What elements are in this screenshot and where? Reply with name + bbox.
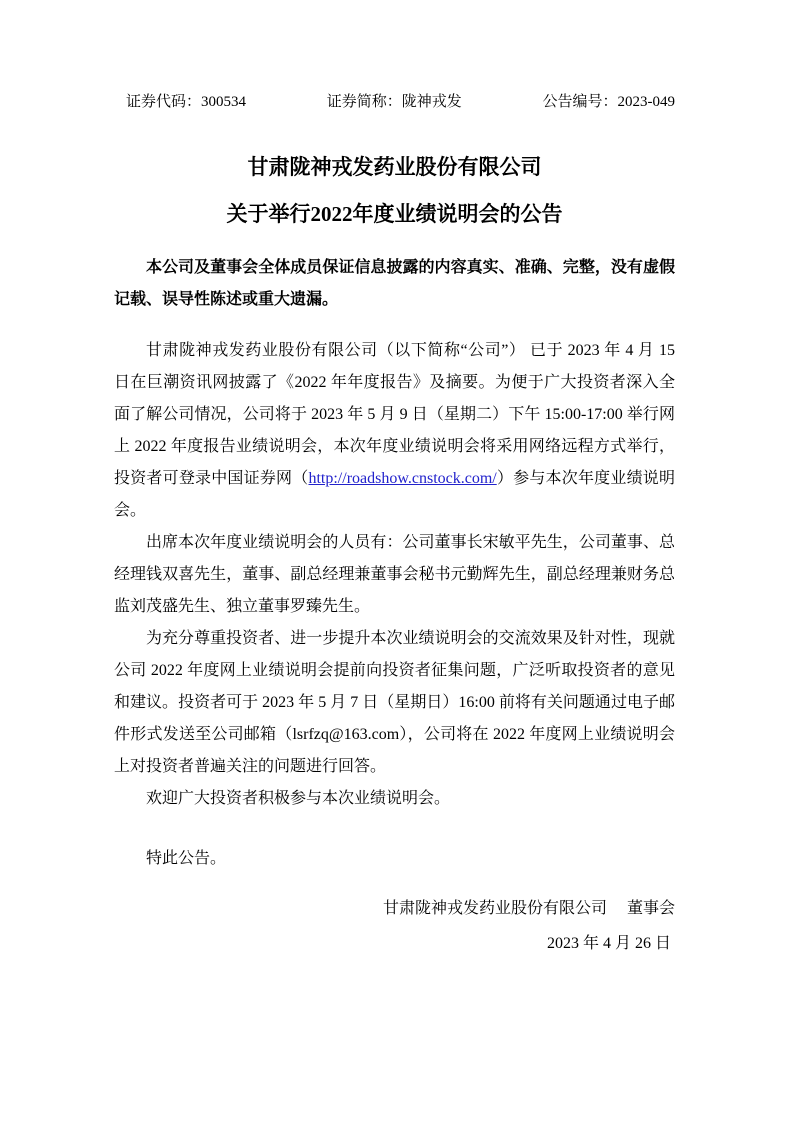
closing-statement: 特此公告。 (146, 850, 227, 867)
paragraph-text-before-link: 甘肃陇神戎发药业股份有限公司（以下简称“公司”） 已于 2023 年 4 月 15 日在巨潮资讯网披露了《2022 年年度报告》及摘要。为便于广大投资者深入全面了解公司情况，公司将于 2023 年 5 月 9 日（星期二）下午 15:00-17:00 举行网上 2022 年度报告业绩说明会，本次年度业绩说明会将采用网络远程方式举行，投资者可登录中国证券网（ (114, 342, 675, 487)
paragraph-question-collection: 为充分尊重投资者、进一步提升本次业绩说明会的交流效果及针对性，现就公司 2022 年度网上业绩说明会提前向投资者征集问题，广泛听取投资者的意见和建议。投资者可于 2023 年 5 月 7 日（星期日）16:00 前将有关问题通过电子邮件形式发送至公司邮箱（lsrfzq@163.com），公司将在 2022 年度网上业绩说明会上对投资者普遍关注的问题进行回答。 (114, 630, 675, 775)
document-title: 甘肃陇神戎发药业股份有限公司 (247, 155, 542, 179)
paragraph-text-after-link: ）参与本次年度业绩说明会。 (114, 470, 675, 519)
stock-name-text: 证券简称：陇神戎发 (326, 94, 462, 110)
paragraph-disclosure-info (114, 335, 675, 527)
roadshow-url-link[interactable]: http://roadshow.cnstock.com/ (308, 470, 497, 487)
signature-date: 2023 年 4 月 26 日 (546, 935, 671, 952)
announcement-number-text: 公告编号：2023-049 (542, 94, 675, 110)
document-subtitle: 关于举行2022年度业绩说明会的公告 (226, 202, 563, 226)
stock-code-text: 证券代码：300534 (126, 94, 247, 110)
disclaimer-statement: 本公司及董事会全体成员保证信息披露的内容真实、准确、完整，没有虚假记载、误导性陈述或重大遗漏。 (114, 259, 675, 308)
signature-block (114, 893, 675, 960)
paragraph-attendees: 出席本次年度业绩说明会的人员有：公司董事长宋敏平先生，公司董事、总经理钱双喜先生，董事、副总经理兼董事会秘书元勤辉先生，副总经理兼财务总监刘茂盛先生、独立董事罗臻先生。 (114, 534, 675, 615)
signature-company: 甘肃陇神戎发药业股份有限公司 董事会 (382, 900, 675, 917)
paragraph-welcome: 欢迎广大投资者积极参与本次业绩说明会。 (146, 790, 451, 807)
document-header-row (114, 91, 675, 113)
